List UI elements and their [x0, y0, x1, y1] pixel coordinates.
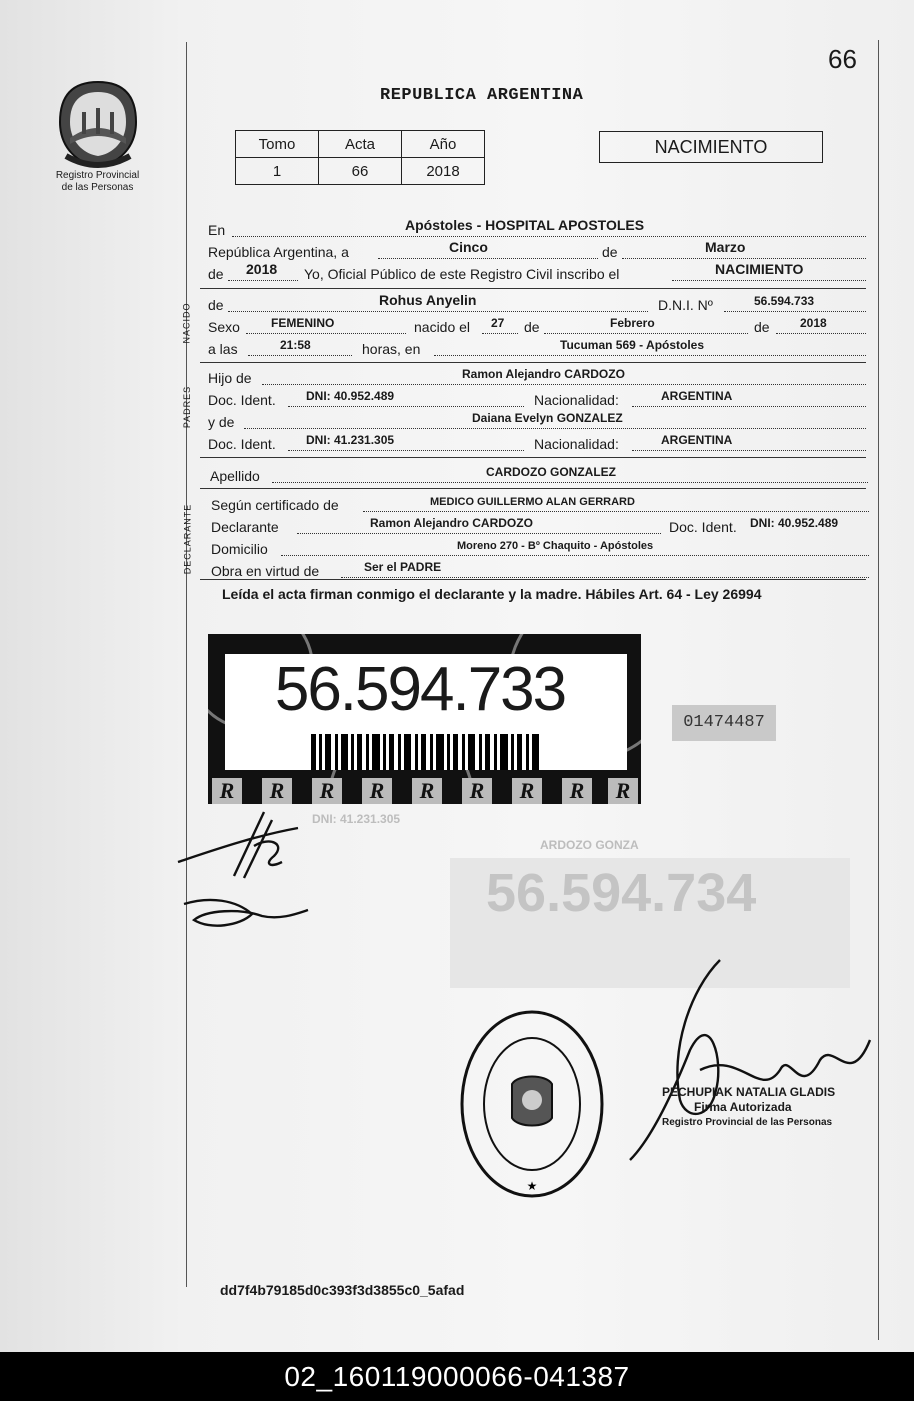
- pattern-row: [208, 774, 641, 804]
- label-de-nombre: de: [208, 297, 224, 313]
- value-certificado: MEDICO GUILLERMO ALAN GERRARD: [430, 496, 635, 508]
- country-title: REPUBLICA ARGENTINA: [380, 86, 584, 105]
- value-nombre: Rohus Anyelin: [379, 292, 477, 308]
- label-doc-padre: Doc. Ident.: [208, 392, 276, 408]
- row-inscripcion: [208, 261, 866, 284]
- tomo-acta-table: [235, 130, 485, 185]
- separator-closing: [200, 579, 866, 580]
- value-nac-mes: Febrero: [610, 316, 655, 330]
- value-anio: 2018: [402, 158, 485, 185]
- value-dni: 56.594.733: [754, 294, 815, 308]
- value-anio: 2018: [246, 261, 278, 277]
- label-obra: Obra en virtud de: [211, 563, 320, 579]
- label-de-nac-mes: de: [524, 319, 540, 335]
- label-de-nac-anio: de: [754, 319, 770, 335]
- label-y-de: y de: [208, 414, 235, 430]
- label-republica: República Argentina, a: [208, 244, 349, 260]
- row-lugar: [208, 217, 866, 240]
- closing-statement: Leída el acta firman conmigo el declarante y la madre. Hábiles Art. 64 - Ley 26994: [222, 586, 762, 602]
- side-label-declarante: DECLARANTE: [182, 503, 193, 575]
- header-acta: Acta: [319, 131, 402, 158]
- value-acto: NACIMIENTO: [715, 261, 804, 277]
- pattern-letter: R: [608, 778, 638, 804]
- label-nac-madre: Nacionalidad:: [534, 436, 619, 452]
- dni-sticker: [208, 634, 641, 804]
- registry-seal-icon: [458, 1008, 606, 1200]
- row-certificado: [211, 495, 869, 515]
- registry-label: [40, 170, 155, 194]
- label-dni: D.N.I. Nº: [658, 297, 713, 313]
- value-madre: Daiana Evelyn GONZALEZ: [472, 411, 623, 425]
- signature-declarante-icon: [174, 806, 304, 886]
- label-doc-declarante: Doc. Ident.: [669, 519, 737, 535]
- footer-code: 02_160119000066-041387: [284, 1361, 630, 1392]
- row-domicilio: [211, 539, 869, 559]
- row-padre-doc: [208, 390, 866, 410]
- value-domicilio: Moreno 270 - Bº Chaquito - Apóstoles: [457, 540, 654, 552]
- value-tomo: 1: [236, 158, 319, 185]
- side-label-nacido: NACIDO: [181, 302, 192, 344]
- row-madre: [208, 412, 866, 432]
- signature-official-icon: [620, 950, 876, 1170]
- serial-sticker: 01474487: [672, 705, 776, 741]
- value-padre-dni: DNI: 40.952.489: [306, 389, 395, 403]
- official-title: Firma Autorizada: [694, 1100, 792, 1114]
- page-number: 66: [828, 44, 857, 74]
- value-nac-dia: 27: [491, 316, 505, 330]
- value-dia: Cinco: [449, 239, 488, 255]
- label-de-anio: de: [208, 266, 224, 282]
- label-domicilio: Domicilio: [211, 541, 268, 557]
- separator-declarante: [200, 488, 866, 489]
- separator-apellido: [200, 457, 866, 458]
- label-inscribo: Yo, Oficial Público de este Registro Civil inscribo el: [304, 266, 620, 282]
- official-signature-block: [662, 1085, 835, 1130]
- registry-label-line1: Registro Provincial: [55, 170, 140, 181]
- left-margin-line: [186, 42, 187, 1287]
- label-declarante: Declarante: [211, 519, 279, 535]
- svg-text:★: ★: [526, 1179, 538, 1193]
- label-a-las: a las: [208, 341, 238, 357]
- value-padre-nac: ARGENTINA: [661, 389, 733, 403]
- value-padre: Ramon Alejandro CARDOZO: [462, 367, 625, 381]
- row-padre: [208, 368, 866, 388]
- registry-label-line2: de las Personas: [61, 182, 134, 193]
- row-hora: [208, 339, 866, 359]
- official-name: PECHUPIAK NATALIA GLADIS: [662, 1085, 836, 1099]
- value-hora: 21:58: [280, 338, 311, 352]
- pattern-letter: R: [562, 778, 592, 804]
- value-declarante: Ramon Alejandro CARDOZO: [370, 516, 533, 530]
- barcode-icon: [311, 734, 541, 770]
- separator-padres: [200, 362, 866, 363]
- header-anio: Año: [402, 131, 485, 158]
- pattern-letter: R: [212, 778, 242, 804]
- row-madre-doc: [208, 434, 866, 454]
- pattern-letter: R: [312, 778, 342, 804]
- value-apellido: CARDOZO GONZALEZ: [486, 465, 616, 479]
- label-de-mes: de: [602, 244, 618, 260]
- value-mes: Marzo: [705, 239, 746, 255]
- row-fecha: [208, 239, 866, 262]
- pattern-letter: R: [412, 778, 442, 804]
- pattern-letter: R: [362, 778, 392, 804]
- document-type-box: NACIMIENTO: [599, 131, 823, 163]
- label-nac-padre: Nacionalidad:: [534, 392, 619, 408]
- value-sexo: FEMENINO: [271, 316, 335, 330]
- row-nombre: [208, 292, 866, 315]
- label-en: En: [208, 222, 226, 238]
- signature-madre-icon: [180, 890, 312, 940]
- value-nac-anio: 2018: [800, 316, 827, 330]
- header-tomo: Tomo: [236, 131, 319, 158]
- official-office: Registro Provincial de las Personas: [662, 1117, 833, 1128]
- value-declarante-dni: DNI: 40.952.489: [750, 516, 839, 530]
- value-acta: 66: [319, 158, 402, 185]
- row-sexo: [208, 317, 866, 337]
- label-sexo: Sexo: [208, 319, 240, 335]
- pattern-letter: R: [512, 778, 542, 804]
- label-doc-madre: Doc. Ident.: [208, 436, 276, 452]
- value-lugar: Apóstoles - HOSPITAL APOSTOLES: [405, 217, 645, 233]
- label-nacido-el: nacido el: [414, 319, 471, 335]
- row-apellido: [210, 466, 868, 486]
- ghost-dni: DNI: 41.231.305: [312, 812, 401, 826]
- ghost-apellido: ARDOZO GONZA: [540, 838, 639, 852]
- right-margin-line: [878, 40, 879, 1340]
- value-lugar-nac: Tucuman 569 - Apóstoles: [560, 338, 705, 352]
- label-hijo-de: Hijo de: [208, 370, 252, 386]
- value-obra: Ser el PADRE: [364, 560, 442, 574]
- document-hash: dd7f4b79185d0c393f3d3855c0_5afad: [220, 1282, 465, 1298]
- label-apellido: Apellido: [210, 468, 260, 484]
- pattern-letter: R: [462, 778, 492, 804]
- ghost-number: 56.594.734: [486, 863, 757, 923]
- province-crest-icon: [52, 78, 144, 170]
- dni-number: 56.594.733: [274, 655, 566, 724]
- side-label-padres: PADRES: [182, 385, 193, 429]
- row-declarante: [211, 517, 869, 537]
- value-madre-dni: DNI: 41.231.305: [306, 433, 395, 447]
- label-horas-en: horas, en: [362, 341, 421, 357]
- value-madre-nac: ARGENTINA: [661, 433, 733, 447]
- pattern-letter: R: [262, 778, 292, 804]
- dni-label: [225, 654, 627, 770]
- row-obra: [211, 561, 869, 581]
- separator-nacido: [200, 288, 866, 289]
- label-segun: Según certificado de: [211, 497, 339, 513]
